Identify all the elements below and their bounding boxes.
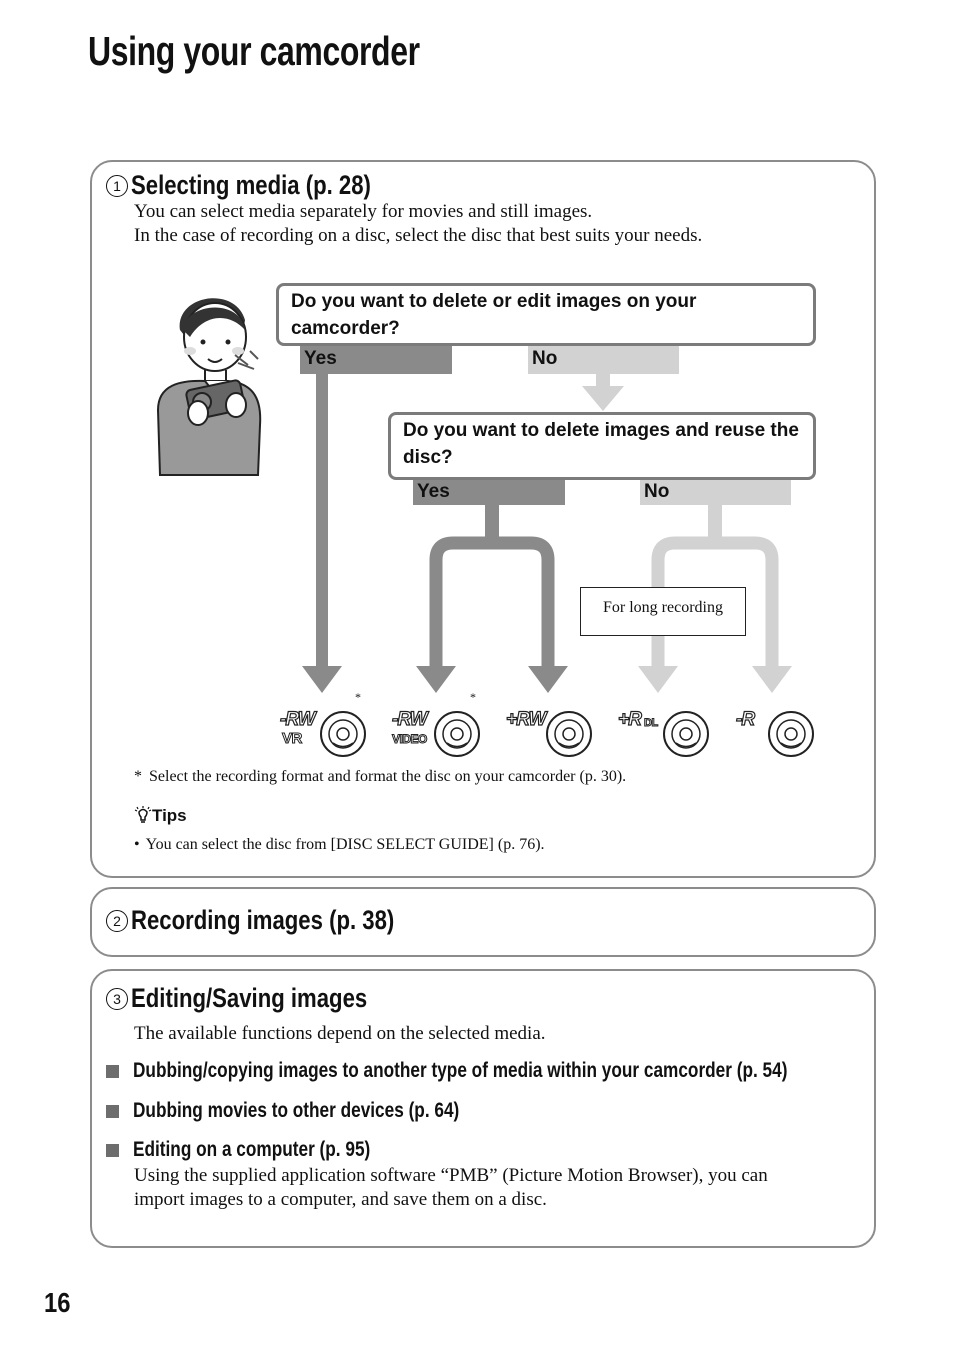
arrow-yes-head bbox=[302, 666, 342, 693]
section1-intro-line2: In the case of recording on a disc, select the disc that best suits your needs. bbox=[134, 225, 703, 246]
question2-box: Do you want to delete images and reuse the disc? bbox=[388, 412, 816, 480]
lightbulb-icon bbox=[134, 806, 152, 824]
tips-item: • You can select the disc from [DISC SELECT GUIDE] (p. 76). bbox=[134, 836, 545, 853]
arrow-no-head bbox=[582, 386, 624, 411]
question1-box: Do you want to delete or edit images on your camcorder? bbox=[276, 283, 816, 346]
dvd-plus-rw-disc-icon bbox=[506, 705, 606, 761]
section3-intro: The available functions depend on the selected media. bbox=[134, 1023, 546, 1044]
arrow-plus-r-dl-head bbox=[638, 666, 678, 693]
disc1-label: -RW bbox=[280, 709, 315, 730]
bullet-square-icon bbox=[106, 1105, 119, 1118]
section3-item3 bbox=[106, 1138, 422, 1162]
section2-title: Recording images (p. 38) bbox=[131, 905, 395, 935]
section3-number: 3 bbox=[106, 988, 128, 1010]
tips-heading bbox=[134, 806, 187, 826]
section1-number: 1 bbox=[106, 175, 128, 197]
fork-yes-stem bbox=[485, 504, 499, 538]
arrow-no-shaft bbox=[596, 373, 610, 387]
section3-title: Editing/Saving images bbox=[131, 983, 368, 1013]
page-title: Using your camcorder bbox=[88, 28, 420, 74]
section3-heading bbox=[106, 983, 419, 1014]
fork-no-stem bbox=[708, 504, 722, 538]
section1-intro-line1: You can select media separately for movies and still images. bbox=[134, 201, 593, 222]
footnote bbox=[134, 768, 626, 786]
disc2-sub: VIDEO bbox=[392, 732, 427, 746]
disc5-label: -R bbox=[736, 709, 755, 730]
section3-item3-body-line1: Using the supplied application software “PMB” (Picture Motion Browser), you can bbox=[134, 1165, 768, 1186]
footnote-text: Select the recording format and format the disc on your camcorder (p. 30). bbox=[149, 768, 627, 785]
dvd-plus-r-dl-disc-icon bbox=[618, 705, 718, 761]
arrow-plus-rw-head bbox=[528, 666, 568, 693]
page-number: 16 bbox=[44, 1287, 71, 1318]
section3-item1 bbox=[106, 1059, 931, 1083]
long-recording-note: For long recording bbox=[580, 587, 746, 636]
section2-number: 2 bbox=[106, 910, 128, 932]
bullet-square-icon bbox=[106, 1144, 119, 1157]
footnote-mark: * bbox=[134, 768, 142, 785]
disc4-label: +R bbox=[618, 709, 641, 730]
q1-no-label: No bbox=[528, 345, 679, 374]
section3-item3-body-line2: import images to a computer, and save them on a disc. bbox=[134, 1189, 547, 1210]
section1-title: Selecting media (p. 28) bbox=[131, 170, 371, 200]
dvd-r-disc-icon bbox=[736, 705, 836, 761]
tips-item-text: You can select the disc from [DISC SELECT GUIDE] (p. 76). bbox=[145, 836, 545, 853]
asterisk-rw-vr: * bbox=[355, 690, 361, 704]
section2-heading bbox=[106, 905, 452, 936]
q1-yes-label: Yes bbox=[300, 345, 452, 374]
disc2-label: -RW bbox=[392, 709, 427, 730]
section3-item2-heading: Dubbing movies to other devices (p. 64) bbox=[133, 1099, 460, 1122]
disc4-sub: DL bbox=[644, 717, 658, 729]
arrow-yes-shaft bbox=[316, 373, 328, 668]
arrow-minus-r-head bbox=[752, 666, 792, 693]
tips-heading-text: Tips bbox=[152, 806, 187, 825]
q2-no-label: No bbox=[640, 478, 791, 505]
dvd-rw-vr-disc-icon bbox=[280, 705, 380, 761]
section3-item1-heading: Dubbing/copying images to another type of media within your camcorder (p. 54) bbox=[133, 1059, 788, 1082]
arrow-rw-video-head bbox=[416, 666, 456, 693]
q2-yes-label: Yes bbox=[413, 478, 565, 505]
disc1-sub: VR bbox=[282, 730, 302, 747]
bullet-square-icon bbox=[106, 1065, 119, 1078]
fork-yes-branches bbox=[436, 543, 548, 668]
section3-item2 bbox=[106, 1099, 531, 1123]
disc3-label: +RW bbox=[506, 709, 546, 730]
asterisk-rw-video: * bbox=[470, 690, 476, 704]
section3-item3-heading: Editing on a computer (p. 95) bbox=[133, 1138, 371, 1161]
dvd-rw-video-disc-icon bbox=[392, 705, 492, 761]
